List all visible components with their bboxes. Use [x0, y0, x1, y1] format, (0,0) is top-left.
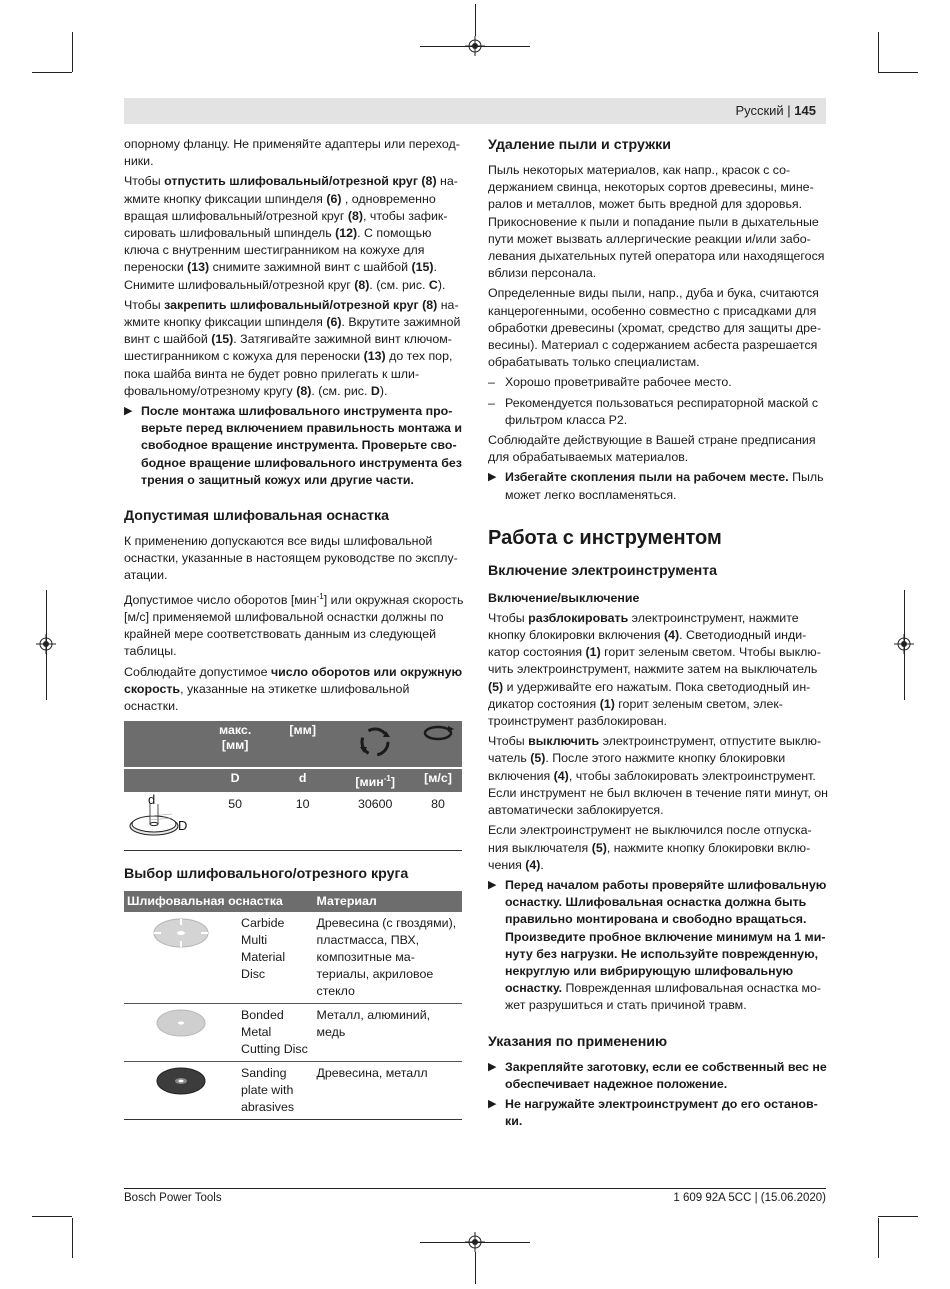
- spec-table: [124, 721, 462, 850]
- material-table: [124, 891, 462, 1120]
- crop-mark: [904, 590, 905, 700]
- safety-bullet: ▶ Закрепляйте заготовку, если ее собственный вес не обеспечивает надежное положение.: [488, 1059, 827, 1091]
- crop-mark: [420, 1242, 530, 1243]
- section-heading: Указания по применению: [488, 1033, 668, 1050]
- crop-mark: [475, 4, 476, 36]
- disc-image: [124, 1061, 238, 1119]
- header-language: Русский: [735, 103, 784, 118]
- diagram-label-D: D: [178, 818, 188, 834]
- crop-mark: [878, 72, 918, 73]
- crop-mark: [72, 32, 73, 72]
- metal-cutting-disc-icon: [151, 1007, 211, 1039]
- accessory-material: Древесина, металл: [314, 1061, 463, 1119]
- header-max-diameter: макс. [мм]: [201, 721, 269, 768]
- paragraph: Если электроинструмент не выключился после отпускания выключателя (5), нажмите кнопку блокировки включения (4).: [488, 823, 812, 872]
- crop-mark: [878, 1216, 918, 1217]
- crop-mark: [46, 590, 47, 700]
- accessory-material: Металл, алюминий, медь: [314, 1003, 463, 1061]
- page-number: 145: [794, 103, 816, 118]
- crop-mark: [32, 72, 72, 73]
- header-d: d: [269, 768, 336, 792]
- header-rpm: [мин$^{-1}$]: [336, 768, 414, 792]
- right-column: [488, 134, 828, 1133]
- crop-mark: [878, 1218, 879, 1258]
- header-text: Русский | 145: [735, 103, 816, 118]
- paragraph: Определенные виды пыли, напр., дуба и бука, считаются канцерогенными, особенно совместно с присадками для обработки древесины (хромат, средство для защиты древесины). Материал с содержанием асбеста разрешается обрабатывать только специалистам.: [488, 286, 822, 370]
- value-ms: 80: [414, 792, 462, 850]
- safety-bullet: ▶ После монтажа шлифовального инструмента проверьте перед включением правильность монтажа и свободное вращение инструмента. Проверьте свободное вращение шлифовального инструмента без трения о защитный кожух или другие части.: [124, 404, 462, 487]
- crop-mark: [32, 1216, 72, 1217]
- header-ms: [м/с]: [414, 768, 462, 792]
- header-D: D: [201, 768, 269, 792]
- carbide-disc-icon: [151, 915, 211, 951]
- table-row: [124, 912, 462, 1004]
- bullet-marker-icon: ▶: [488, 1097, 497, 1110]
- value-D: 50: [201, 792, 269, 850]
- paragraph-fix-disc: Чтобы закрепить шлифовальный/отрезной круг (8) нажмите кнопку фиксации шпинделя (6). Вкрутите зажимной винт с шайбой (15). Затягивайте зажимной винт ключом-шестигранником с кожуха для переноски (13) до тех пор, пока шайба винта не будет ровно прилегать к шлифовальному/отрезному кругу (8). (см. рис. D).: [124, 297, 461, 398]
- paragraph-unlock: Чтобы разблокировать электроинструмент, нажмите кнопку блокировки включения (4). Светодиодный индикатор состояния (1) горит зеленым светом. Чтобы выключить электроинструмент, нажмите затем на выключатель (5) и удерживайте его нажатым. Пока светодиодный индикатор состояния (1) горит зеленым светом, электроинструмент разблокирован.: [488, 610, 821, 729]
- diagram-label-d: d: [148, 794, 156, 808]
- safety-bullet: ▶ Перед началом работы проверяйте шлифовальную оснастку. Шлифовальная оснастка должна быть правильно монтирована и свободно вращаться. Произведите пробное включение минимум на 1 минуту без нагрузки. Не используйте поврежденную, некруглую или вибрирующую шлифовальную оснастку. Поврежденная шлифовальная оснастка может разрушиться и стать причиной травм.: [488, 877, 827, 1013]
- section-heading: Допустимая шлифовальная оснастка: [124, 508, 389, 525]
- disc-diagram: [124, 792, 201, 850]
- header-material: Материал: [314, 891, 463, 912]
- crop-mark: [475, 1252, 476, 1284]
- subsection-heading: Включение/выключение: [488, 590, 640, 605]
- bullet-marker-icon: ▶: [488, 1060, 497, 1073]
- accessory-name: Bonded Metal Cutting Disc: [238, 1003, 314, 1061]
- list-item: – Хорошо проветривайте рабочее место.: [488, 375, 732, 390]
- accessory-material: Древесина (с гвоздями), пластмасса, ПВХ, композитные материалы, акриловое стекло: [314, 912, 463, 1004]
- crop-mark: [72, 1218, 73, 1258]
- disc-image: [124, 1003, 238, 1061]
- bullet-marker-icon: ▶: [488, 471, 497, 484]
- footer-brand: Bosch Power Tools: [124, 1192, 222, 1204]
- header-accessory: Шлифовальная оснастка: [124, 891, 314, 912]
- footer-divider: [124, 1188, 826, 1189]
- table-row: [124, 1061, 462, 1119]
- disc-image: [124, 912, 238, 1004]
- safety-bullet: ▶ Не нагружайте электроинструмент до его остановки.: [488, 1096, 818, 1129]
- header-mm: [мм]: [269, 721, 336, 768]
- value-d: 10: [269, 792, 336, 850]
- section-heading: Включение электроинструмента: [488, 562, 718, 579]
- section-heading: Выбор шлифовального/отрезного круга: [124, 865, 409, 882]
- peripheral-speed-icon: [414, 721, 462, 768]
- paragraph: Соблюдайте допустимое число оборотов или окружную скорость, указанные на этикетке шлифовальной оснастки.: [124, 664, 463, 714]
- page-header: [124, 98, 826, 124]
- paragraph-switch-off: Чтобы выключить электроинструмент, отпустите выключатель (5). После этого нажмите кнопку блокировки включения (4), чтобы заблокировать электроинструмент. Если инструмент не был включен в течение пяти минут, он автоматически заблокируется.: [488, 734, 828, 818]
- table-row: [124, 1003, 462, 1061]
- bullet-marker-icon: ▶: [124, 405, 133, 418]
- rotation-speed-icon: [336, 721, 414, 768]
- accessory-name: Sanding plate with abrasives: [238, 1061, 314, 1119]
- paragraph: Соблюдайте действующие в Вашей стране предписания для обрабатываемых материалов.: [488, 433, 816, 465]
- footer-doc-number: 1 609 92A 5CC | (15.06.2020): [673, 1192, 826, 1204]
- crop-mark: [878, 32, 879, 72]
- paragraph: Допустимое число оборотов [мин$^{-1}$] или окружная скорость [м/с] применяемой шлифовальной оснастки должны по крайней мере соответствовать данным из следующей таблицы.: [124, 591, 464, 659]
- safety-bullet: ▶ Избегайте скопления пыли на рабочем месте. Пыль может легко воспламеняться.: [488, 470, 824, 502]
- list-item: – Рекомендуется пользоваться респираторной маской с фильтром класса Р2.: [488, 395, 819, 427]
- left-column: [124, 136, 464, 1120]
- accessory-name: Carbide Multi Material Disc: [238, 912, 314, 1004]
- value-rpm: 30600: [336, 792, 414, 850]
- chapter-heading: Работа с инструментом: [488, 526, 722, 549]
- bullet-marker-icon: ▶: [488, 878, 497, 891]
- crop-mark: [420, 46, 530, 47]
- section-heading: Удаление пыли и стружки: [488, 137, 671, 153]
- paragraph-release-disc: Чтобы отпустить шлифовальный/отрезной круг (8) нажмите кнопку фиксации шпинделя (6) , одновременно вращая шлифовальный/отрезной круг (8), чтобы зафиксировать шлифовальный шпиндель (12). С помощью ключа с внутренним шестигранником на кожухе для переноски (13) снимите зажимной винт с шайбой (15). Снимите шлифовальный/отрезной круг (8). (см. рис. C).: [124, 174, 458, 292]
- paragraph: опорному фланцу. Не применяйте адаптеры или переходники.: [124, 137, 460, 169]
- paragraph: К применению допускаются все виды шлифовальной оснастки, указанные в настоящем руководстве по эксплуатации.: [124, 534, 458, 583]
- paragraph: Пыль некоторых материалов, как напр., красок с содержанием свинца, некоторых сортов древесины, минералов и металлов, может быть вредной для здоровья. Прикосновение к пыли и попадание пыли в дыхательные пути может вызвать аллергические реакции и/или заболевания дыхательных путей оператора или находящегося вблизи персонала.: [488, 163, 825, 281]
- sanding-plate-icon: [151, 1065, 211, 1097]
